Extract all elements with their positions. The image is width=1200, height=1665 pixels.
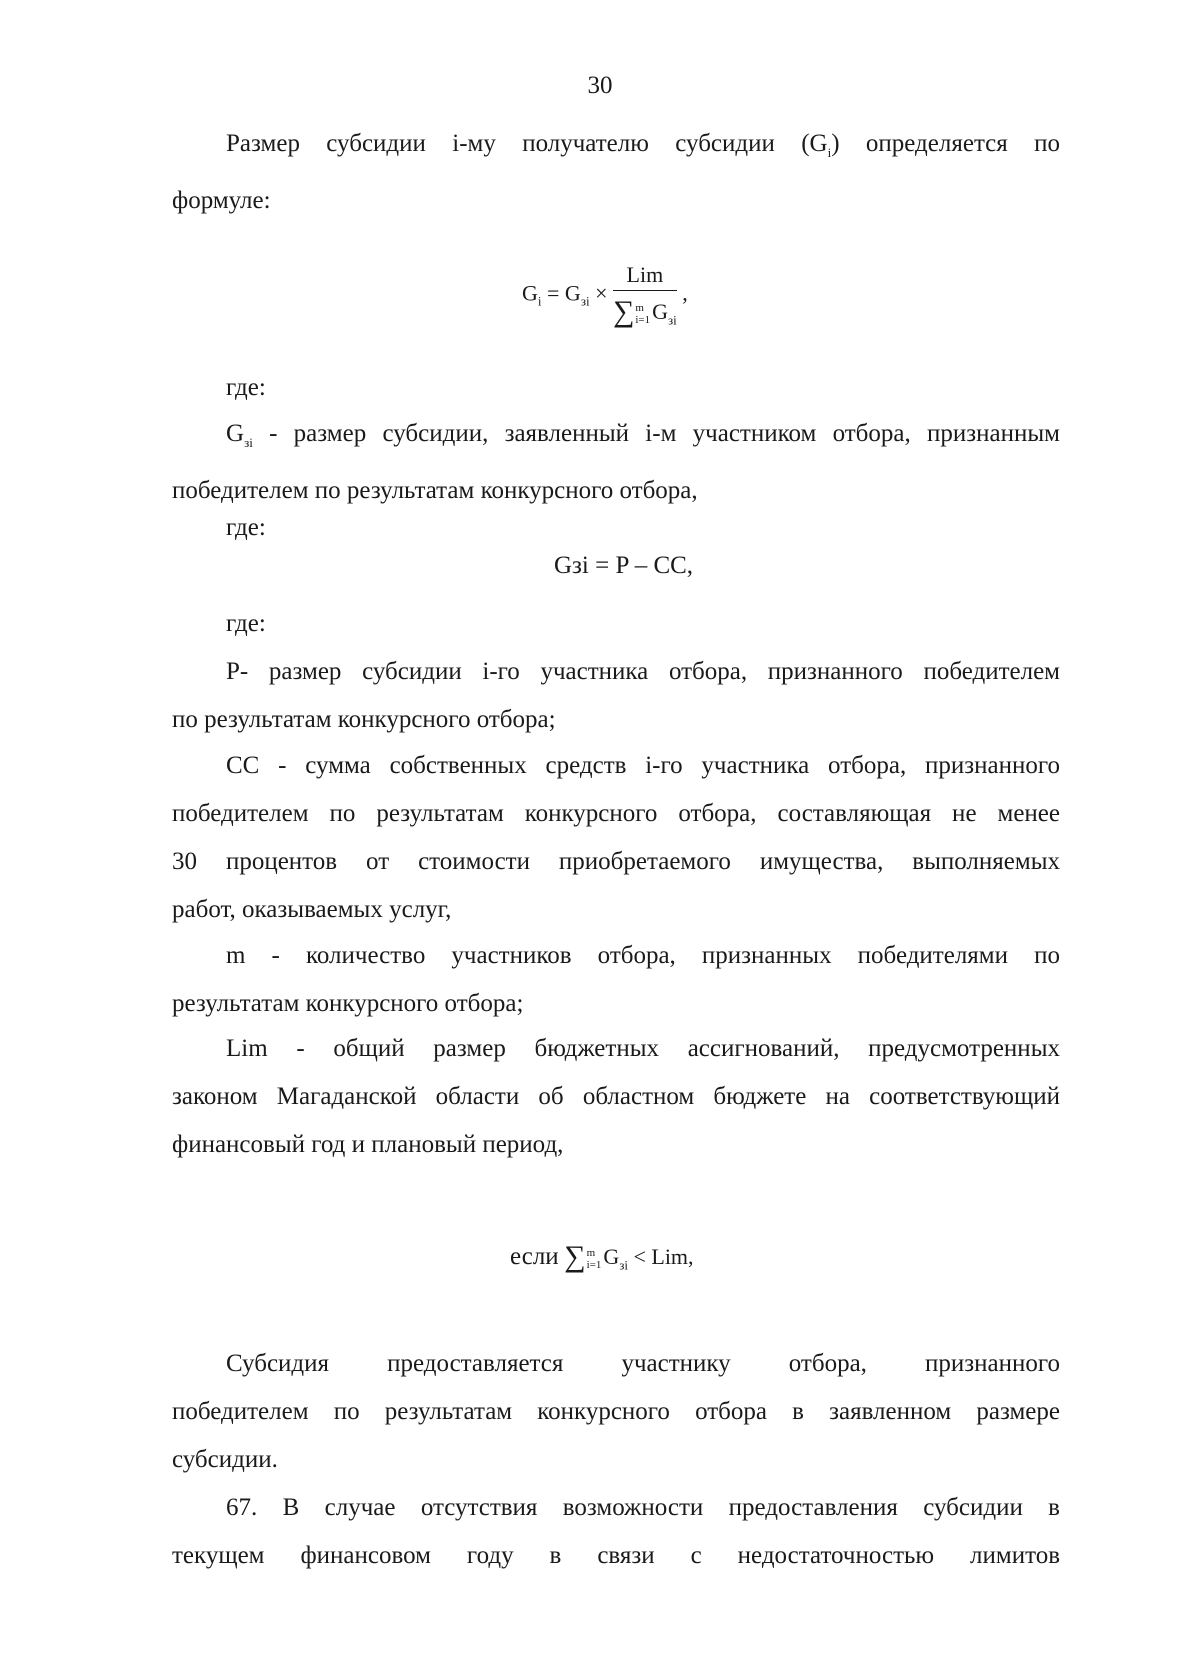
formula1-den-sub: зi [668,312,677,328]
p-definition [172,648,1060,744]
intro-line2: формуле: [172,187,271,214]
p67-line2: текущем финансовом году в связи с недостаточностью лимитов [172,1542,1060,1569]
formula-subsidy-size [522,262,688,328]
formula3-comma: , [688,1244,694,1269]
where-label-2: где: [226,514,266,541]
where-label-3: где: [226,610,266,637]
cc-line2: победителем по результатам конкурсного отбора, составляющая не менее [172,800,1060,827]
formula3-prefix: если [510,1243,559,1270]
cc-definition [172,742,1060,934]
page-number: 30 [587,72,613,99]
lim-definition [172,1025,1060,1169]
lim-line2: законом Магаданской области об областном бюджете на соответствующий [172,1083,1060,1110]
m-line1: m - количество участников отбора, признанных победителями по [226,942,1060,969]
formula1-sum-bottom: i=1 [635,313,651,326]
formula-condition [510,1238,694,1273]
formula1-eq: = G [547,280,581,306]
m-line2: результатам конкурсного отбора; [172,990,524,1017]
formula1-times: × [595,280,608,306]
formula1-numerator: Lim [613,262,677,291]
formula3-sigma: ∑ [564,1240,586,1273]
p-line1: Р- размер субсидии i-го участника отбора, признанного победителем [226,658,1060,685]
formula3-g: G [603,1244,620,1269]
intro-line1: Размер субсидии i-му получателю субсидии (G [226,130,828,157]
where-label-1: где: [226,374,266,401]
formula1-lhs: G [522,280,538,306]
formula1-lhs-sub: i [537,293,542,309]
intro-sub: i [827,145,832,160]
cc-line1: СС - сумма собственных средств i-го участника отбора, признанного [226,752,1060,779]
subsidy-line3: субсидии. [172,1446,278,1473]
gzi-symbol-sub: зi [244,435,253,450]
formula-gzi: Gзi = P – CC, [554,552,694,579]
formula1-sigma: ∑ [612,295,635,328]
formula1-sum-top: m [635,301,644,314]
lim-line1: Lim - общий размер бюджетных ассигнований, предусмотренных [226,1035,1060,1062]
formula3-rel: < Lim [633,1244,689,1269]
subsidy-paragraph [172,1340,1060,1484]
formula3-g-sub: зi [619,1257,628,1273]
lim-line3: финансовый год и плановый период, [172,1131,564,1158]
subsidy-line2: победителем по результатам конкурсного отбора в заявленном размере [172,1398,1060,1425]
m-definition [172,932,1060,1028]
cc-line3: 30 процентов от стоимости приобретаемого имущества, выполняемых [172,848,1060,875]
subsidy-line1: Субсидия предоставляется участнику отбора, признанного [226,1350,1060,1377]
intro-line1-end: ) определяется по [831,130,1060,157]
formula3-sum-limits [587,1247,602,1271]
gzi-definition [172,410,1060,515]
gzi-symbol: G [226,420,245,447]
intro-paragraph [172,120,1060,225]
cc-line4: работ, оказываемых услуг, [172,896,452,923]
formula1-comma: , [682,280,688,306]
p67-line1: 67. В случае отсутствия возможности предоставления субсидии в [226,1494,1060,1521]
formula1-g-sub: зi [580,293,590,309]
gzi-line1: - размер субсидии, заявленный i-м участником отбора, признанным [252,420,1060,447]
formula3-sum-top: m [586,1246,596,1259]
formula1-fraction [613,262,677,328]
formula1-denominator [613,291,677,328]
formula1-den-g: G [652,299,669,324]
gzi-line2: победителем по результатам конкурсного отбора, [172,477,698,504]
formula3-sum-bottom: i=1 [586,1258,602,1271]
p-line2: по результатам конкурсного отбора; [172,706,556,733]
paragraph-67 [172,1484,1060,1580]
formula1-sum-limits [635,302,650,326]
